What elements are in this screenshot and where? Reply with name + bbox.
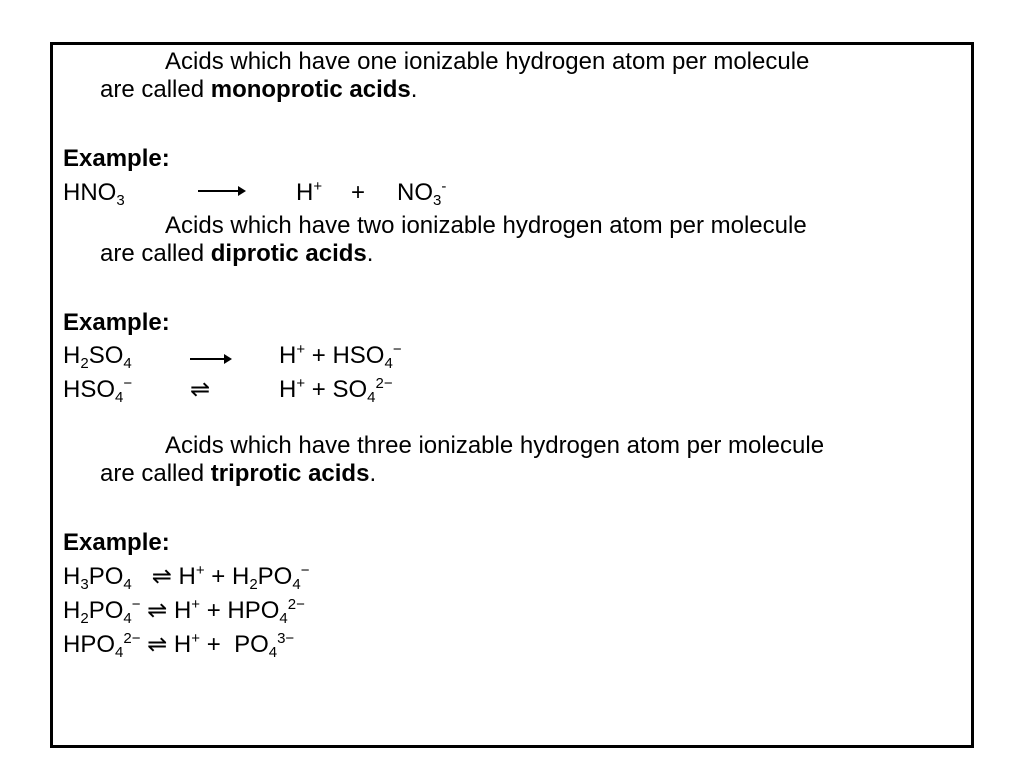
equation-h2so4-products: $H^+ + HSO_4^-$ [279, 341, 402, 372]
example-label: Example: [63, 309, 170, 336]
equilibrium-icon: ⇌ [190, 376, 211, 403]
plus-sign: + [351, 179, 366, 206]
triprotic-term: triprotic acids [210, 460, 370, 487]
monoprotic-definition-line2: are called monoprotic acids. [100, 76, 418, 103]
equation-hso4-products: $H^+ + SO_4^{2-}$ [279, 375, 393, 406]
diprotic-definition-line1: Acids which have two ionizable hydrogen atom per molecule [165, 212, 807, 239]
equilibrium-icon: ⇌ [147, 597, 168, 624]
triprotic-definition-line1: Acids which have three ionizable hydrogen atom per molecule [165, 432, 825, 459]
equilibrium-icon: ⇌ [147, 631, 168, 658]
diprotic-term: diprotic acids [210, 240, 367, 267]
reaction-arrow [198, 190, 244, 192]
equation-h2po4: $H_2PO_4^-$ ⇌ $H^+ + HPO_4^{2-}$ [63, 596, 305, 627]
equation-hno3-reactant: $HNO_3$ [63, 179, 125, 209]
equation-h3po4: $H_3PO_4$ ⇌ $H^+ + H_2PO_4^-$ [63, 562, 310, 593]
monoprotic-definition-line1: Acids which have one ionizable hydrogen atom per molecule [165, 48, 810, 75]
equilibrium-icon: ⇌ [151, 563, 172, 590]
triprotic-definition-line2: are called triprotic acids. [100, 460, 377, 487]
equation-hpo4: $HPO_4^{2-}$ ⇌ $H^+ + PO_4^{3-}$ [63, 630, 295, 661]
example-label: Example: [63, 529, 170, 556]
reaction-arrow [190, 358, 230, 360]
equation-h2so4-reactant: $H_2SO_4$ [63, 342, 132, 372]
equation-hso4-reactant: $HSO_4^-$ [63, 375, 133, 406]
equation-hno3-nitrate: $NO_3^-$ [397, 178, 447, 209]
diprotic-definition-line2: are called diprotic acids. [100, 240, 374, 267]
monoprotic-term: monoprotic acids [210, 76, 411, 103]
example-label: Example: [63, 145, 170, 172]
equation-hno3-h-ion: H+ [296, 178, 323, 206]
